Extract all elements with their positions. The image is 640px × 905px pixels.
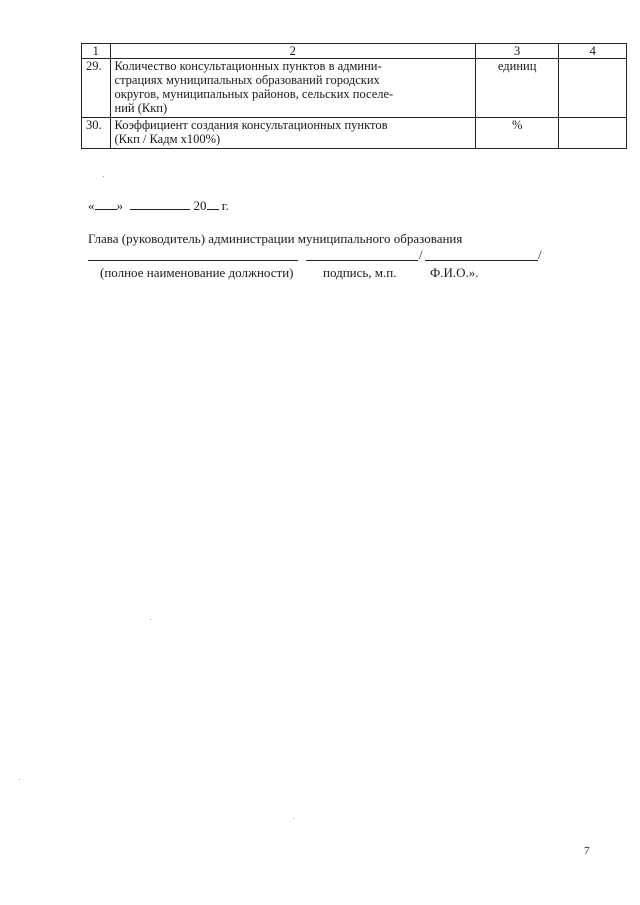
year-prefix: 20 bbox=[193, 198, 207, 213]
description-line: ний (Ккп) bbox=[114, 101, 168, 115]
signature-lines bbox=[88, 248, 548, 264]
slash-separator: / bbox=[538, 247, 542, 262]
month-blank bbox=[130, 198, 190, 210]
date-line bbox=[88, 198, 229, 214]
row-description bbox=[110, 59, 475, 118]
description-line: округов, муниципальных районов, сельских поселе- bbox=[114, 87, 394, 101]
header-col-4: 4 bbox=[559, 44, 627, 59]
slash-separator: / bbox=[419, 247, 423, 262]
table-row bbox=[82, 118, 627, 149]
open-quote: « bbox=[88, 198, 95, 213]
position-line bbox=[88, 260, 298, 261]
header-col-2: 2 bbox=[110, 44, 475, 59]
caption-position: (полное наименование должности) bbox=[100, 265, 294, 280]
header-col-3: 3 bbox=[475, 44, 558, 59]
table-row bbox=[82, 59, 627, 118]
indicators-table bbox=[81, 43, 627, 149]
description-line: Количество консультационных пунктов в админи- bbox=[114, 59, 382, 73]
table-header-row bbox=[82, 44, 627, 59]
scan-speck bbox=[293, 818, 294, 819]
day-blank bbox=[95, 198, 117, 210]
year-suffix: г. bbox=[221, 198, 229, 213]
description-line: (Ккп / Кадм х100%) bbox=[114, 132, 221, 146]
scan-speck bbox=[19, 779, 20, 780]
description-line: страциях муниципальных образований городских bbox=[114, 73, 380, 87]
description-line: Коэффициент создания консультационных пунктов bbox=[114, 118, 388, 132]
row-number: 29. bbox=[82, 59, 111, 118]
header-col-1: 1 bbox=[82, 44, 111, 59]
row-value bbox=[559, 59, 627, 118]
row-description bbox=[110, 118, 475, 149]
row-unit: единиц bbox=[475, 59, 558, 118]
scan-speck bbox=[103, 176, 104, 177]
row-unit: % bbox=[475, 118, 558, 149]
scan-speck bbox=[150, 619, 151, 620]
row-number: 30. bbox=[82, 118, 111, 149]
signature-line bbox=[306, 260, 418, 261]
page-number: 7 bbox=[584, 845, 590, 857]
row-value bbox=[559, 118, 627, 149]
name-line bbox=[425, 260, 538, 261]
caption-signature: подпись, м.п. bbox=[323, 265, 397, 280]
close-quote: » bbox=[116, 198, 123, 213]
year-blank bbox=[207, 198, 219, 210]
signature-title: Глава (руководитель) администрации муниципального образования bbox=[88, 231, 463, 246]
caption-name: Ф.И.О.». bbox=[430, 265, 479, 280]
